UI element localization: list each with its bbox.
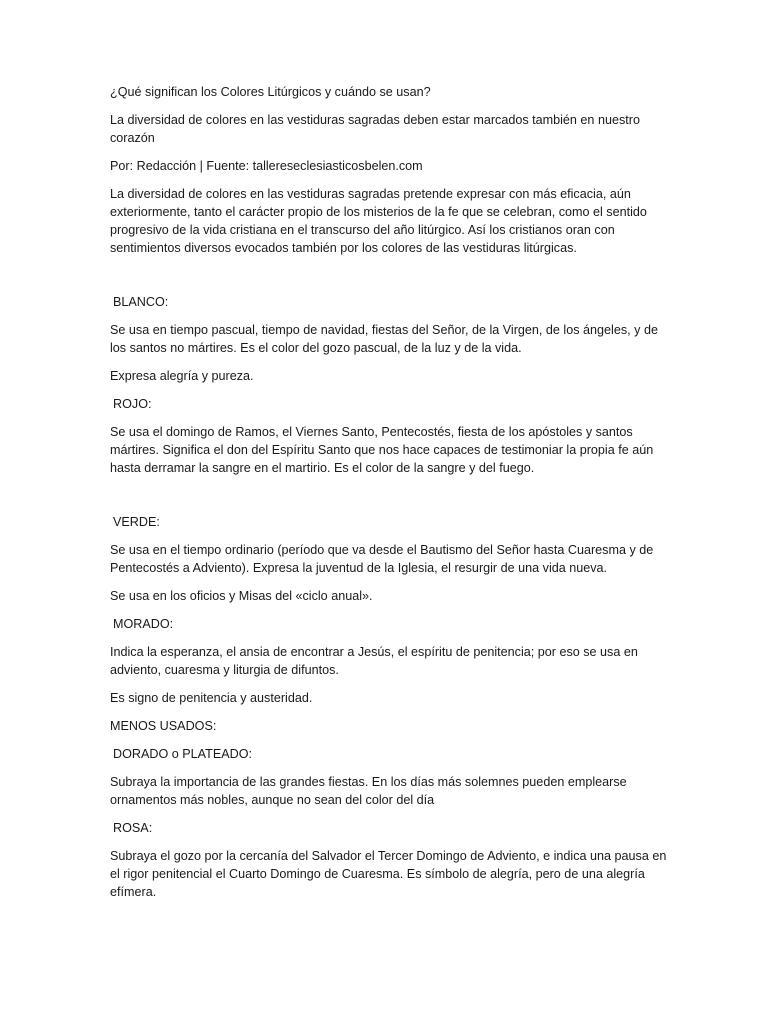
rosa-text: Subraya el gozo por la cercanía del Salvador el Tercer Domingo de Adviento, e indica una pausa en el rigor penitencial el Cuarto Domingo de Cuaresma. Es símbolo de alegría, pero de una alegría efímera. <box>110 849 667 899</box>
blanco-note: Expresa alegría y pureza. <box>110 369 254 383</box>
dorado-heading: DORADO o PLATEADO: <box>113 747 253 761</box>
morado-heading: MORADO: <box>113 617 174 631</box>
verde-text: Se usa en el tiempo ordinario (período que va desde el Bautismo del Señor hasta Cuaresma y de Pentecostés a Adviento). Expresa la juventud de la Iglesia, el resurgir de una vida nueva. <box>110 543 654 575</box>
document-byline: Por: Redacción | Fuente: tallereseclesiasticosbelen.com <box>110 159 423 173</box>
morado-note: Es signo de penitencia y austeridad. <box>110 691 313 705</box>
rosa-heading: ROSA: <box>113 821 153 835</box>
document-subtitle: La diversidad de colores en las vestiduras sagradas deben estar marcados también en nuestro corazón <box>110 113 640 145</box>
rojo-heading: ROJO: <box>113 397 152 411</box>
verde-heading: VERDE: <box>113 515 160 529</box>
blanco-text: Se usa en tiempo pascual, tiempo de navidad, fiestas del Señor, de la Virgen, de los ángeles, y de los santos no mártires. Es el color del gozo pascual, de la luz y de la vida. <box>110 323 658 355</box>
intro-paragraph: La diversidad de colores en las vestiduras sagradas pretende expresar con más eficacia, aún exteriormente, tanto el carácter propio de los misterios de la fe que se celebran, como el sentido progresivo de la vida cristiana en el transcurso del año litúrgico. Así los cristianos oran con sentimientos diversos evocados también por los colores de las vestiduras litúrgicas. <box>110 187 647 255</box>
menos-usados-heading: MENOS USADOS: <box>110 719 217 733</box>
document-title: ¿Qué significan los Colores Litúrgicos y cuándo se usan? <box>110 85 431 99</box>
dorado-text: Subraya la importancia de las grandes fiestas. En los días más solemnes pueden emplearse ornamentos más nobles, aunque no sean del color del día <box>110 775 627 807</box>
rojo-text: Se usa el domingo de Ramos, el Viernes Santo, Pentecostés, fiesta de los apóstoles y santos mártires. Significa el don del Espíritu Santo que nos hace capaces de testimoniar la propia fe aún hasta derramar la sangre en el martirio. Es el color de la sangre y del fuego. <box>110 425 654 475</box>
verde-note: Se usa en los oficios y Misas del «ciclo anual». <box>110 589 373 603</box>
blanco-heading: BLANCO: <box>113 295 169 309</box>
morado-text: Indica la esperanza, el ansia de encontrar a Jesús, el espíritu de penitencia; por eso se usa en adviento, cuaresma y liturgia de difuntos. <box>110 645 638 677</box>
